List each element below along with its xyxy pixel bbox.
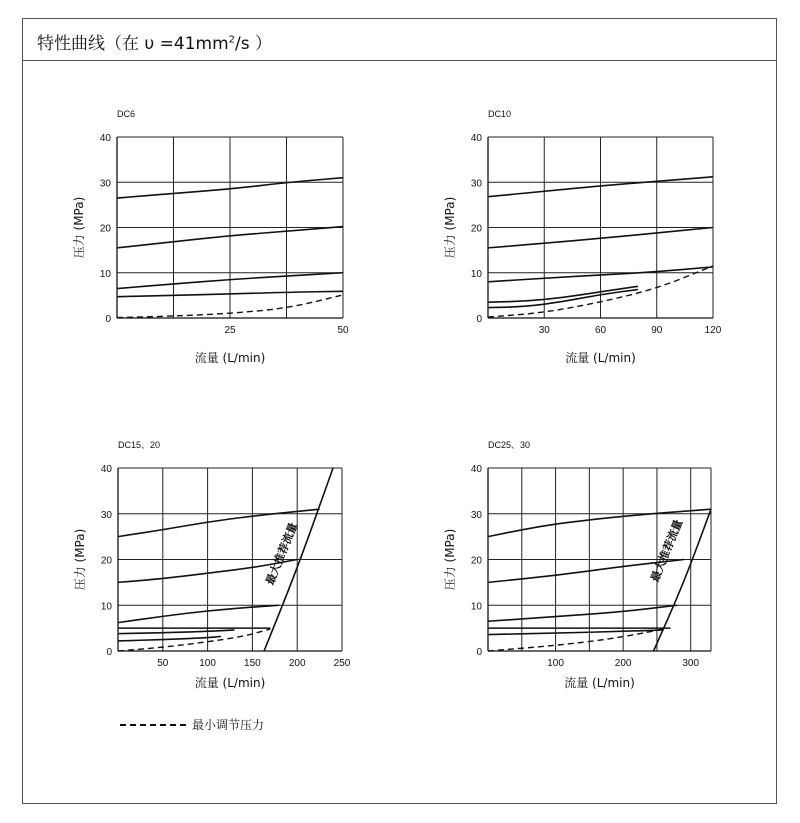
y-tick-label: 0 <box>476 314 482 325</box>
x-tick-label: 90 <box>651 325 663 336</box>
grid <box>117 137 343 318</box>
y-tick-label: 40 <box>470 133 482 144</box>
y-tick-label: 40 <box>99 133 111 144</box>
x-axis-label: 流量 (L/min) <box>194 351 266 365</box>
chart-dc6 <box>72 108 370 378</box>
y-tick-label: 20 <box>470 223 482 235</box>
legend-dashed-line <box>120 724 186 726</box>
y-tick-label: 10 <box>470 268 482 280</box>
x-tick-label: 60 <box>594 325 607 336</box>
series-min-pressure <box>488 628 667 651</box>
grid <box>488 137 713 318</box>
y-tick-label: 20 <box>99 223 111 235</box>
title-superscript: 2 <box>228 34 236 46</box>
series-curve-5 <box>118 630 234 634</box>
max-flow-label: 最大推荐流量 <box>263 520 301 587</box>
chart-title: DC25、30 <box>488 440 531 450</box>
y-axis-label: 压力 (MPa) <box>73 528 87 591</box>
y-axis-label: 压力 (MPa) <box>443 528 457 591</box>
y-axis-label: 压力 (MPa) <box>443 196 457 259</box>
x-tick-label: 150 <box>244 658 261 669</box>
y-tick-label: 30 <box>99 178 111 190</box>
x-tick-label: 50 <box>157 658 169 669</box>
x-tick-label: 30 <box>538 325 550 336</box>
x-tick-label: 250 <box>333 658 351 669</box>
y-tick-label: 20 <box>470 555 482 567</box>
x-tick-label: 300 <box>682 658 700 669</box>
chart-dc15-20 <box>73 440 370 700</box>
y-tick-label: 10 <box>99 268 111 280</box>
series-curve-3 <box>488 605 677 621</box>
chart-title: DC15、20 <box>118 440 161 450</box>
x-tick-label: 120 <box>704 325 722 336</box>
x-tick-label: 50 <box>337 325 349 336</box>
x-axis-label: 流量 (L/min) <box>194 676 266 690</box>
chart-title: DC10 <box>488 109 512 119</box>
y-tick-label: 0 <box>106 647 112 658</box>
y-tick-label: 0 <box>476 647 482 658</box>
x-tick-label: 200 <box>288 658 306 669</box>
y-tick-label: 0 <box>105 314 111 325</box>
title-prefix: 特性曲线（在 υ =41mm <box>37 34 229 54</box>
series-curve-4 <box>488 286 638 302</box>
figure-header <box>23 19 776 61</box>
y-tick-label: 20 <box>100 555 112 567</box>
legend-label: 最小调节压力 <box>192 718 265 732</box>
y-axis-label: 压力 (MPa) <box>72 196 86 259</box>
x-axis-label: 流量 (L/min) <box>564 676 635 690</box>
x-tick-label: 200 <box>614 658 632 669</box>
grid <box>118 468 342 651</box>
x-axis-label: 流量 (L/min) <box>565 351 636 365</box>
x-tick-label: 100 <box>199 658 216 669</box>
y-tick-label: 10 <box>470 601 482 613</box>
y-tick-label: 40 <box>100 464 112 475</box>
chart-title: DC6 <box>117 109 136 119</box>
figure-title <box>37 29 272 54</box>
x-tick-label: 100 <box>547 658 564 669</box>
y-tick-label: 30 <box>100 509 112 521</box>
y-tick-label: 30 <box>470 509 482 521</box>
y-tick-label: 10 <box>100 601 112 613</box>
chart-dc25-30 <box>440 440 740 700</box>
title-suffix: /s ） <box>235 34 273 54</box>
max-flow-label: 最大推荐流量 <box>648 517 686 584</box>
series-curve-6 <box>118 636 221 641</box>
y-tick-label: 40 <box>470 464 482 475</box>
series-curve-3 <box>118 605 279 622</box>
chart-dc10 <box>440 108 740 378</box>
x-tick-label: 25 <box>224 325 236 336</box>
y-tick-label: 30 <box>470 178 482 190</box>
series-curve-5 <box>488 289 638 307</box>
